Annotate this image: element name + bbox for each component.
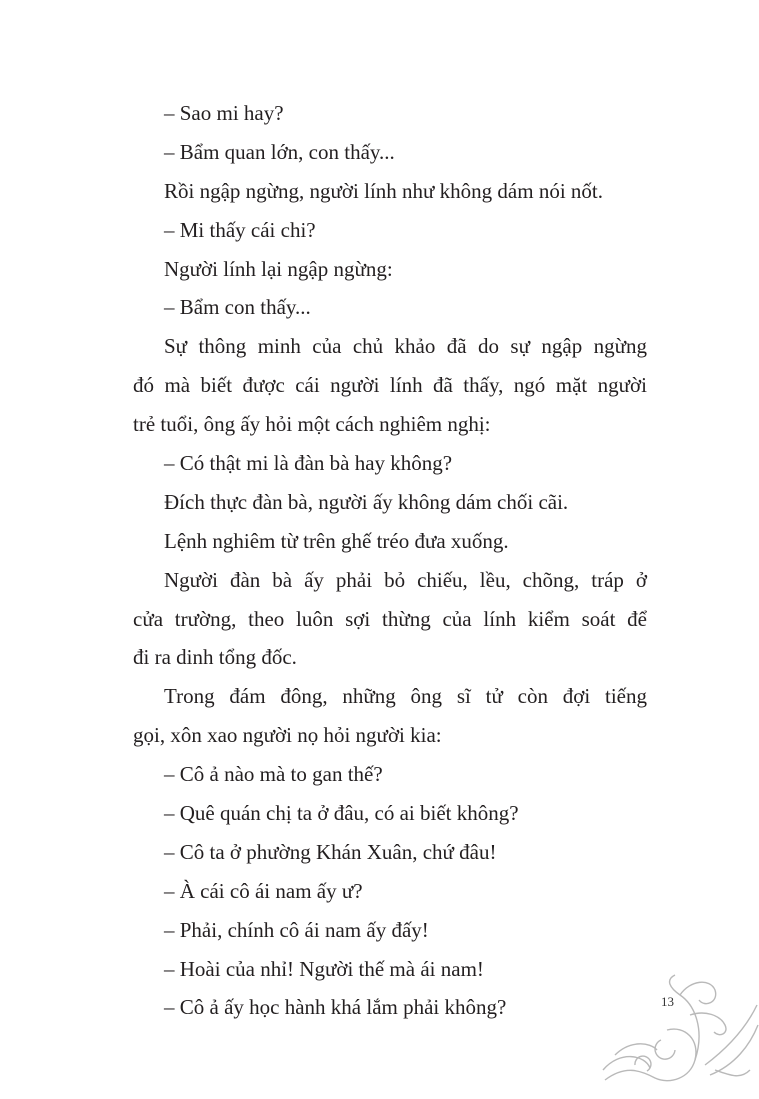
- text-line: trẻ tuổi, ông ấy hỏi một cách nghiêm nghị:: [133, 412, 491, 437]
- text-line: Sự thông minh của chủ khảo đã do sự ngập ngừng: [164, 334, 647, 359]
- text-line: Người đàn bà ấy phải bỏ chiếu, lều, chõng, tráp ở: [164, 567, 647, 592]
- page-number: 13: [661, 994, 674, 1009]
- text-line: – Bẩm quan lớn, con thấy...: [164, 139, 395, 164]
- text-line: Trong đám đông, những ông sĩ tử còn đợi tiếng: [164, 684, 647, 709]
- text-line: đó mà biết được cái người lính đã thấy, ngó mặt người: [133, 373, 647, 398]
- text-line: Người lính lại ngập ngừng:: [164, 256, 393, 281]
- text-line: – Mi thấy cái chi?: [164, 217, 316, 242]
- text-line: – Cô ả ấy học hành khá lắm phải không?: [164, 995, 507, 1020]
- text-line: – Bẩm con thấy...: [164, 295, 311, 320]
- text-line: – Phải, chính cô ái nam ấy đấy!: [164, 917, 429, 942]
- text-line: – Cô ta ở phường Khán Xuân, chứ đâu!: [164, 839, 497, 864]
- text-line: Đích thực đàn bà, người ấy không dám chối cãi.: [164, 489, 569, 514]
- body-text: [133, 94, 647, 1027]
- text-line: – Hoài của nhỉ! Người thế mà ái nam!: [164, 956, 484, 981]
- decorative-ornament-icon: [595, 970, 759, 1085]
- text-line: – Cô ả nào mà to gan thế?: [164, 762, 383, 787]
- text-line: cửa trường, theo luôn sợi thừng của lính kiểm soát để: [133, 606, 647, 631]
- text-line: Rồi ngập ngừng, người lính như không dám nói nốt.: [164, 178, 603, 203]
- text-line: – Có thật mi là đàn bà hay không?: [164, 451, 453, 476]
- text-line: – À cái cô ái nam ấy ư?: [164, 878, 363, 903]
- text-line: Lệnh nghiêm từ trên ghế tréo đưa xuống.: [164, 528, 509, 553]
- text-line: gọi, xôn xao người nọ hỏi người kia:: [133, 723, 442, 748]
- text-line: đi ra dinh tổng đốc.: [133, 645, 297, 670]
- text-line: – Quê quán chị ta ở đâu, có ai biết không?: [164, 801, 519, 826]
- text-line: – Sao mi hay?: [164, 101, 284, 125]
